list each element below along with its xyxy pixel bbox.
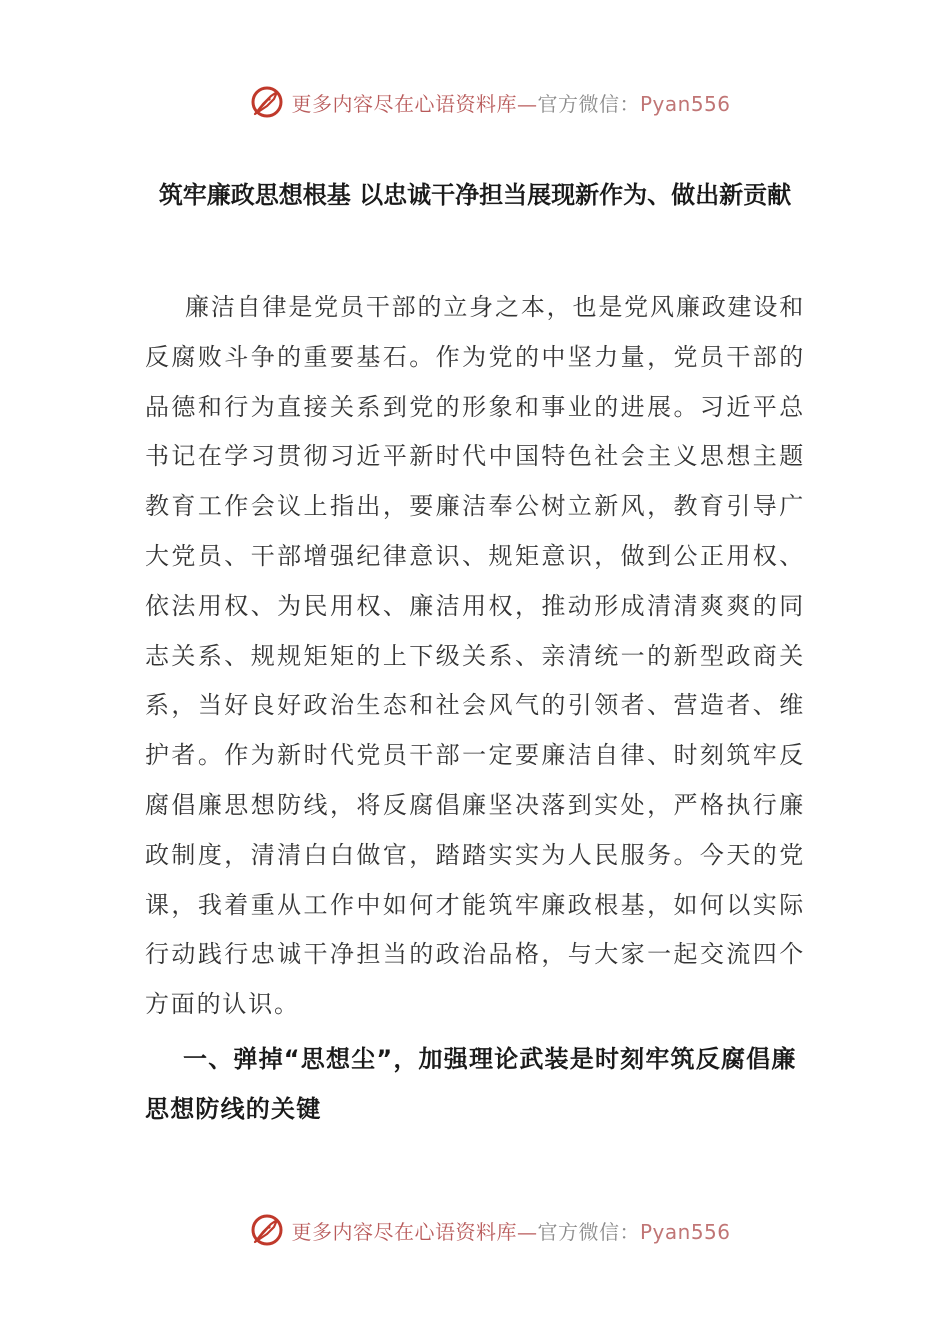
section-heading-1: 一、弹掉“思想尘”，加强理论武装是时刻牢筑反腐倡廉思想防线的关键: [145, 1045, 797, 1123]
watermark-text: [291, 88, 730, 117]
watermark-wechat-label: 官方微信：: [537, 1219, 640, 1244]
watermark-main-text: 更多内容尽在心语资料库—: [291, 1219, 538, 1244]
watermark-wechat-id: Pyan556: [639, 91, 731, 116]
watermark-banner-bottom: [0, 1208, 950, 1252]
watermark-text: [291, 1216, 730, 1245]
pen-nib-circle-icon: [249, 1212, 285, 1248]
watermark-main-text: 更多内容尽在心语资料库—: [291, 91, 538, 116]
document-title: 筑牢廉政思想根基 以忠诚干净担当展现新作为、做出新贡献: [158, 181, 792, 209]
pen-nib-circle-icon: [249, 84, 285, 120]
watermark-content: [249, 84, 730, 120]
watermark-content: [249, 1212, 730, 1248]
watermark-banner-top: [0, 80, 950, 124]
watermark-wechat-label: 官方微信：: [537, 91, 640, 116]
watermark-wechat-id: Pyan556: [639, 1219, 731, 1244]
body-paragraph: 廉洁自律是党员干部的立身之本，也是党风廉政建设和反腐败斗争的重要基石。作为党的中坚力量，党员干部的品德和行为直接关系到党的形象和事业的进展。习近平总书记在学习贯彻习近平新时代中国特色社会主义思想主题教育工作会议上指出，要廉洁奉公树立新风，教育引导广大党员、干部增强纪律意识、规矩意识，做到公正用权、依法用权、为民用权、廉洁用权，推动形成清清爽爽的同志关系、规规矩矩的上下级关系、亲清统一的新型政商关系，当好良好政治生态和社会风气的引领者、营造者、维护者。作为新时代党员干部一定要廉洁自律、时刻筑牢反腐倡廉思想防线，将反腐倡廉坚决落到实处，严格执行廉政制度，清清白白做官，踏踏实实为人民服务。今天的党课，我着重从工作中如何才能筑牢廉政根基，如何以实际行动践行忠诚干净担当的政治品格，与大家一起交流四个方面的认识。: [145, 293, 805, 1019]
